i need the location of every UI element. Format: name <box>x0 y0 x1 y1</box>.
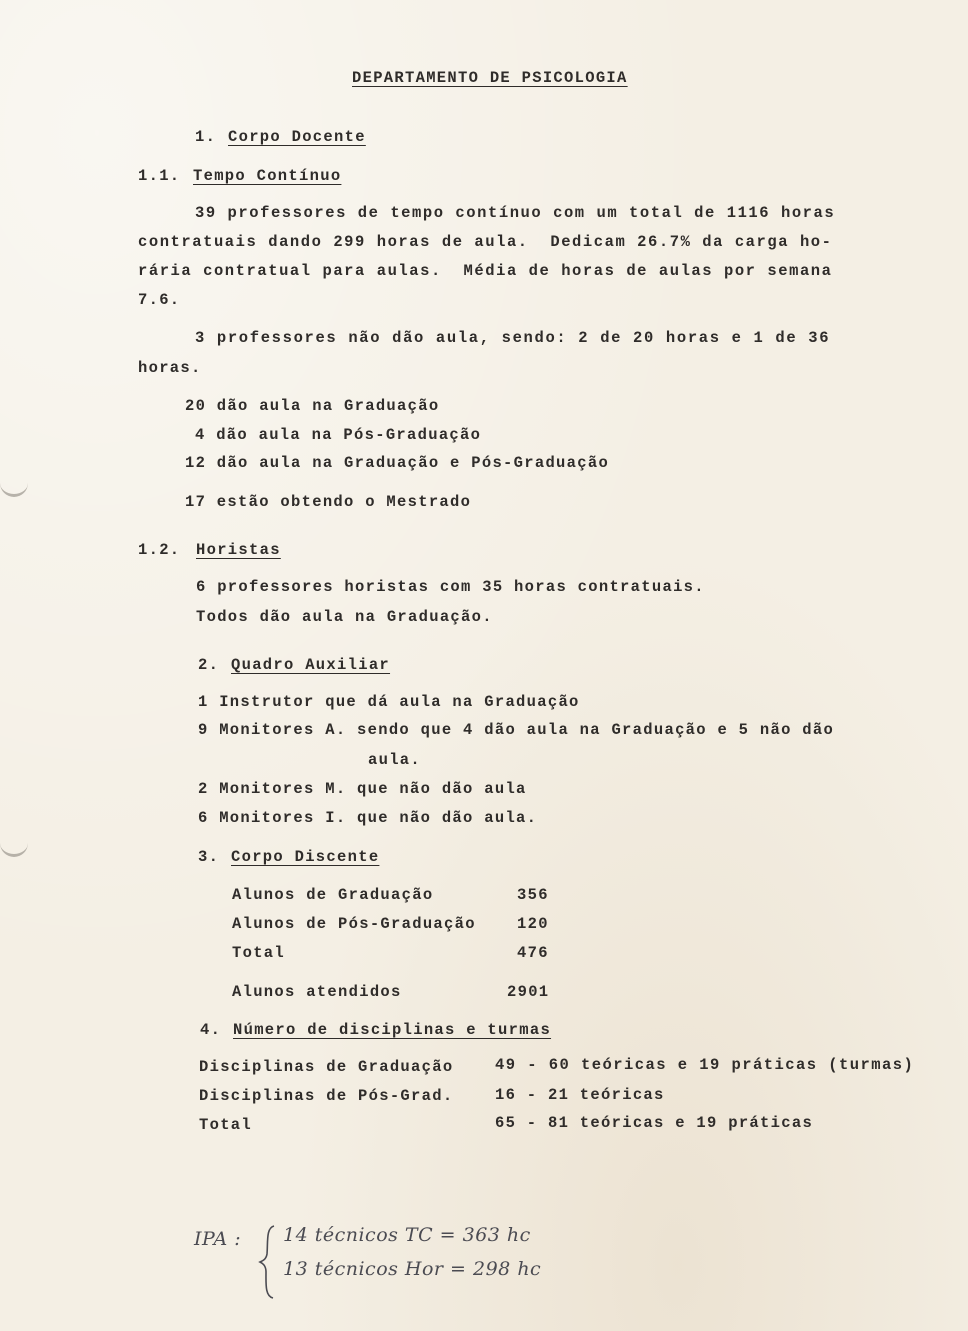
table-row-label: Total <box>199 1116 253 1134</box>
list-item: 4 dão aula na Pós-Graduação <box>195 426 482 444</box>
section-2-heading: Quadro Auxiliar <box>231 656 391 674</box>
section-1-number: 1. <box>195 128 217 146</box>
document-title: DEPARTAMENTO DE PSICOLOGIA <box>352 69 628 87</box>
table-row-label: Alunos de Pós-Graduação <box>232 915 476 933</box>
list-item: 20 dão aula na Graduação <box>185 397 440 415</box>
table-row-value: 476 <box>517 944 549 962</box>
paragraph-line: 6 professores horistas com 35 horas contratuais. <box>196 578 705 596</box>
section-4-number: 4. <box>200 1021 222 1039</box>
list-item: 2 Monitores M. que não dão aula <box>198 780 527 798</box>
paragraph-line: 39 professores de tempo contínuo com um total de 1116 horas <box>195 204 836 222</box>
section-2-number: 2. <box>198 656 220 674</box>
section-4-heading: Número de disciplinas e turmas <box>233 1021 552 1039</box>
table-row-label: Alunos atendidos <box>232 983 402 1001</box>
paragraph-line: contratuais dando 299 horas de aula. Dedicam 26.7% da carga ho- <box>138 233 833 251</box>
table-row-label: Alunos de Graduação <box>232 886 434 904</box>
table-row-label: Disciplinas de Graduação <box>199 1058 454 1076</box>
punch-hole-mark <box>0 838 28 857</box>
paragraph-line: Todos dão aula na Graduação. <box>196 608 493 626</box>
table-row-value: 65 - 81 teóricas e 19 práticas <box>495 1114 814 1132</box>
table-row-value: 120 <box>517 915 549 933</box>
section-1-2-number: 1.2. <box>138 541 181 559</box>
punch-hole-mark <box>0 478 28 497</box>
section-1-heading: Corpo Docente <box>228 128 366 146</box>
list-item: aula. <box>368 751 422 769</box>
table-row-label: Disciplinas de Pós-Grad. <box>199 1087 454 1105</box>
list-item: 6 Monitores I. que não dão aula. <box>198 809 538 827</box>
paragraph-line: rária contratual para aulas. Média de horas de aulas por semana <box>138 262 833 280</box>
curly-brace-icon <box>258 1224 278 1300</box>
paragraph-line: 3 professores não dão aula, sendo: 2 de 20 horas e 1 de 36 <box>195 329 831 347</box>
handwritten-label: IPA : <box>194 1228 242 1250</box>
handwritten-line: 14 técnicos TC = 363 hc <box>283 1224 531 1246</box>
list-item: 1 Instrutor que dá aula na Graduação <box>198 693 580 711</box>
table-row-label: Total <box>232 944 286 962</box>
list-item: 17 estão obtendo o Mestrado <box>185 493 472 511</box>
paragraph-line: horas. <box>138 359 202 377</box>
table-row-value: 2901 <box>507 983 550 1001</box>
list-item: 12 dão aula na Graduação e Pós-Graduação <box>185 454 610 472</box>
section-1-1-number: 1.1. <box>138 167 181 185</box>
handwritten-line: 13 técnicos Hor = 298 hc <box>283 1258 542 1280</box>
table-row-value: 16 - 21 teóricas <box>495 1086 665 1104</box>
section-1-2-heading: Horistas <box>196 541 281 559</box>
paragraph-line: 7.6. <box>138 291 181 309</box>
section-3-heading: Corpo Discente <box>231 848 380 866</box>
list-item: 9 Monitores A. sendo que 4 dão aula na Graduação e 5 não dão <box>198 721 835 739</box>
section-1-1-heading: Tempo Contínuo <box>193 167 342 185</box>
table-row-value: 49 - 60 teóricas e 19 práticas (turmas) <box>495 1056 915 1074</box>
table-row-value: 356 <box>517 886 549 904</box>
section-3-number: 3. <box>198 848 220 866</box>
